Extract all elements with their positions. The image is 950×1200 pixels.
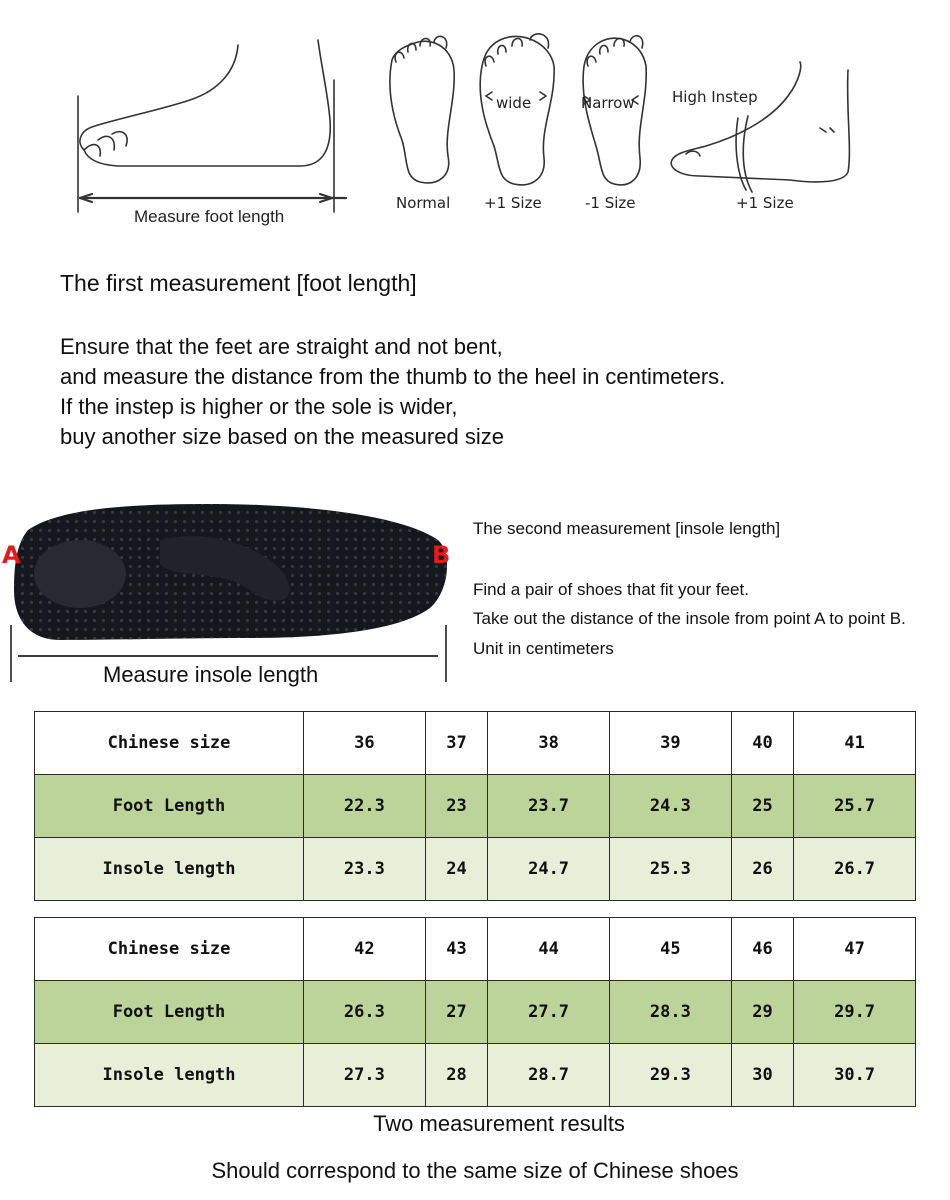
table-cell: 24.7 xyxy=(488,838,610,901)
instruction-line-3: If the instep is higher or the sole is wider, xyxy=(60,394,458,419)
table-cell: 23 xyxy=(425,775,487,838)
table-cell: 27 xyxy=(425,981,487,1044)
normal-foot-drawing xyxy=(390,36,454,183)
table-cell: 43 xyxy=(425,918,487,981)
table-cell: 45 xyxy=(609,918,731,981)
size-table-2 xyxy=(34,917,916,1107)
table-cell: 28 xyxy=(425,1044,487,1107)
second-line-2: Take out the distance of the insole from point A to point B. xyxy=(473,609,906,628)
table-cell: 26.7 xyxy=(794,838,916,901)
table-cell: 30 xyxy=(731,1044,793,1107)
table-cell: 23.3 xyxy=(304,838,426,901)
second-measurement-heading: The second measurement [insole length] xyxy=(473,519,781,538)
table-cell: 29.3 xyxy=(609,1044,731,1107)
row-label: Chinese size xyxy=(35,918,304,981)
size-table-1 xyxy=(34,711,916,901)
point-b-label: B xyxy=(432,541,451,569)
table-row xyxy=(35,918,916,981)
table-cell: 24 xyxy=(425,838,487,901)
point-a-label: A xyxy=(2,541,21,569)
row-label: Foot Length xyxy=(35,775,304,838)
footer-line-2: Should correspond to the same size of Chinese shoes xyxy=(211,1158,739,1183)
insole-illustration xyxy=(0,490,470,690)
table-row xyxy=(35,712,916,775)
table-cell: 39 xyxy=(609,712,731,775)
wide-label: wide xyxy=(496,94,532,112)
plus-one-size-instep-label: +1 Size xyxy=(736,194,794,212)
table-row xyxy=(35,1044,916,1107)
insole-caption: Measure insole length xyxy=(103,662,319,687)
table-cell: 47 xyxy=(794,918,916,981)
table-row xyxy=(35,838,916,901)
table-cell: 26.3 xyxy=(304,981,426,1044)
footer-line-1: Two measurement results xyxy=(373,1111,625,1136)
row-label: Chinese size xyxy=(35,712,304,775)
instruction-line-4: buy another size based on the measured size xyxy=(60,424,504,449)
row-label: Foot Length xyxy=(35,981,304,1044)
table-cell: 25.3 xyxy=(609,838,731,901)
instruction-line-1: Ensure that the feet are straight and not bent, xyxy=(60,334,503,359)
table-cell: 41 xyxy=(794,712,916,775)
second-line-1: Find a pair of shoes that fit your feet. xyxy=(473,580,749,599)
minus-one-size-label: -1 Size xyxy=(585,194,636,212)
high-instep-label: High Instep xyxy=(672,88,758,106)
first-measurement-heading: The first measurement [foot length] xyxy=(60,270,417,296)
table-cell: 29 xyxy=(731,981,793,1044)
table-cell: 28.7 xyxy=(488,1044,610,1107)
measure-foot-length-label: Measure foot length xyxy=(134,207,285,226)
table-cell: 22.3 xyxy=(304,775,426,838)
table-cell: 27.3 xyxy=(304,1044,426,1107)
table-cell: 25.7 xyxy=(794,775,916,838)
table-cell: 27.7 xyxy=(488,981,610,1044)
row-label: Insole length xyxy=(35,838,304,901)
table-cell: 25 xyxy=(731,775,793,838)
table-cell: 42 xyxy=(304,918,426,981)
instruction-line-2: and measure the distance from the thumb to the heel in centimeters. xyxy=(60,364,726,389)
table-cell: 36 xyxy=(304,712,426,775)
table-cell: 38 xyxy=(488,712,610,775)
table-cell: 30.7 xyxy=(794,1044,916,1107)
table-cell: 40 xyxy=(731,712,793,775)
row-label: Insole length xyxy=(35,1044,304,1107)
table-cell: 23.7 xyxy=(488,775,610,838)
table-cell: 24.3 xyxy=(609,775,731,838)
normal-label: Normal xyxy=(396,194,451,212)
table-cell: 29.7 xyxy=(794,981,916,1044)
table-row xyxy=(35,775,916,838)
table-cell: 37 xyxy=(425,712,487,775)
table-row xyxy=(35,981,916,1044)
table-cell: 46 xyxy=(731,918,793,981)
narrow-label: Narrow xyxy=(581,94,635,112)
table-cell: 26 xyxy=(731,838,793,901)
second-line-3: Unit in centimeters xyxy=(473,639,614,658)
high-instep-drawing xyxy=(671,62,849,192)
table-cell: 44 xyxy=(488,918,610,981)
table-cell: 28.3 xyxy=(609,981,731,1044)
foot-illustrations xyxy=(0,0,950,240)
plus-one-size-label: +1 Size xyxy=(484,194,542,212)
side-foot-drawing xyxy=(78,40,346,212)
